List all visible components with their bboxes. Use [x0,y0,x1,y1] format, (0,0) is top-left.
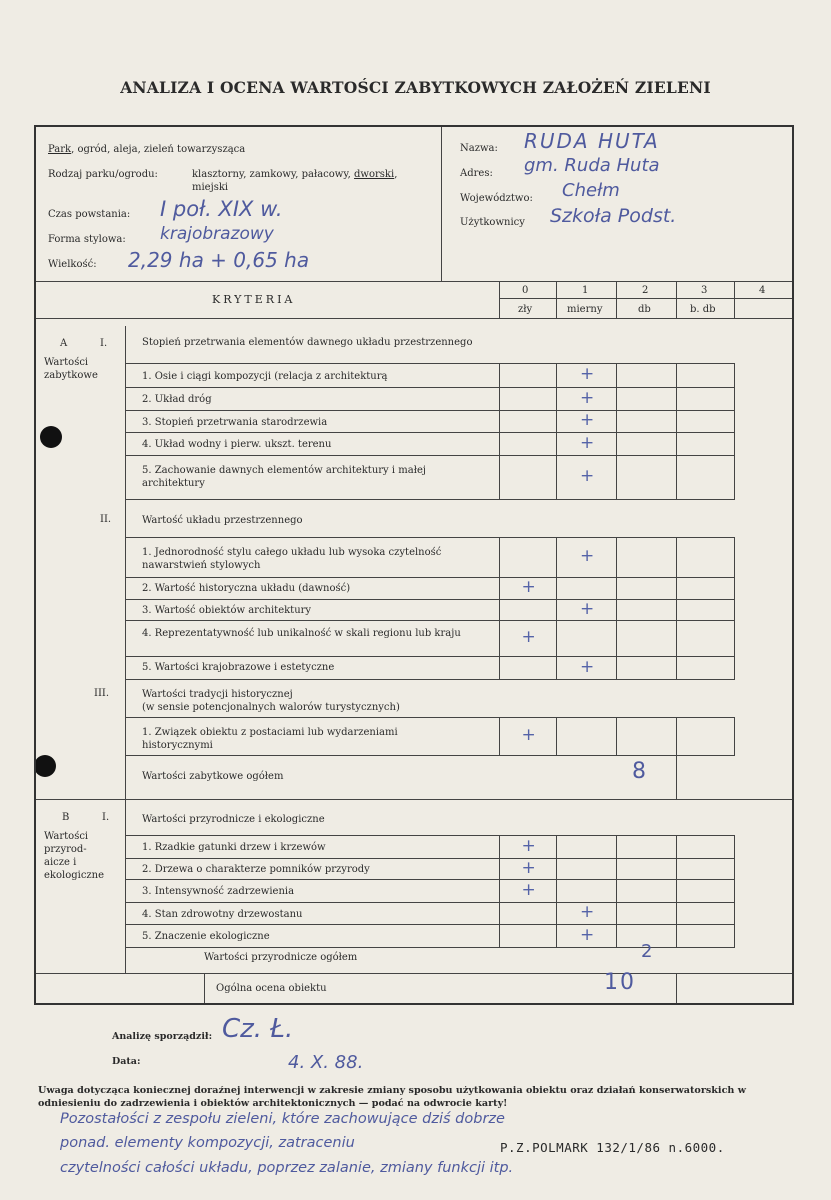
score-mark: + [580,924,595,945]
score-word-0: zły [518,304,533,315]
score-mark: + [580,432,595,453]
score-mark: + [521,879,536,900]
date-value: I poł. XIX w. [160,197,283,221]
score-mark: + [580,598,595,619]
score-mark: + [521,857,536,878]
a2-item-3: 3. Wartość obiektów architektury [142,605,312,616]
score-word-3: b. db [690,304,716,315]
a1-item-4: 4. Układ wodny i pierw. ukszt. terenu [142,439,332,450]
a1-item-2: 2. Układ dróg [142,394,212,405]
section-b-name-4: ekologiczne [44,870,105,881]
score-0: 0 [522,285,529,296]
score-1: 1 [582,285,589,296]
section-a-total-value: 8 [632,759,646,784]
b-item-5: 5. Znaczenie ekologiczne [142,931,270,942]
a2-item-2: 2. Wartość historyczna układu (dawność) [142,583,351,594]
a1-item-1: 1. Osie i ciągi kompozycji (relacja z architekturą [142,371,388,382]
score-4: 4 [759,285,766,296]
address-label: Adres: [460,168,493,179]
section-b-name-3: aicze i [44,857,77,868]
size-value: 2,29 ha + 0,65 ha [128,248,310,272]
section-a-roman: I. [100,338,108,349]
score-mark: + [580,387,595,408]
score-2: 2 [642,285,649,296]
analysis-label: Analizę sporządził: [112,1031,213,1042]
style-value: krajobrazowy [160,224,274,244]
style-label: Forma stylowa: [48,234,126,245]
section-b-name-1: Wartości [44,831,89,842]
score-mark: + [521,835,536,856]
section-a-total-label: Wartości zabytkowe ogółem [142,771,284,782]
handwritten-note-line-1: Pozostałości z zespołu zieleni, które zachowujące dziś dobrze [60,1111,505,1127]
group-2-title: Wartość układu przestrzennego [142,515,303,526]
date-footer-value: 4. X. 88. [288,1052,364,1073]
intervention-note: Uwaga dotycząca koniecznej doraźnej interwencji w zakresie zmiany sposobu użytkowania obiektu oraz działań konserwatorskich w odniesieniu do zadrzewienia i obiektów architektonicznych — podać na odwrocie karty! [38,1085,746,1109]
group-1-title: Stopień przetrwania elementów dawnego układu przestrzennego [142,337,473,348]
users-label: Użytkownicy [460,217,525,228]
signature: Cz. Ł. [222,1014,294,1044]
score-mark: + [521,725,536,745]
address-value: gm. Ruda Huta [524,155,660,176]
score-mark: + [580,902,595,922]
section-b-total-value: 2 [641,941,653,962]
group-3-roman: III. [94,688,110,699]
name-label: Nazwa: [460,143,498,154]
score-mark: + [580,546,595,566]
group-b-title: Wartości przyrodnicze i ekologiczne [142,814,325,825]
handwritten-note-line-3: czytelności całości układu, poprzez zalanie, zmiany funkcji itp. [60,1160,514,1176]
score-mark: + [521,627,536,647]
score-3: 3 [701,285,708,296]
form-title: ANALIZA I OCENA WARTOŚCI ZABYTKOWYCH ZAŁOŻEŃ ZIELENI [120,78,711,97]
size-label: Wielkość: [48,259,97,270]
score-word-1: mierny [567,304,603,315]
criteria-heading: KRYTERIA [212,293,296,306]
score-mark: + [580,364,595,384]
a2-item-5: 5. Wartości krajobrazowe i estetyczne [142,662,335,673]
b-item-1: 1. Rzadkie gatunki drzew i krzewów [142,842,326,853]
section-a-name-2: zabytkowe [44,370,98,381]
name-value: RUDA HUTA [524,129,660,153]
group-3-title-2: (w sensie potencjonalnych walorów turystycznych) [142,702,400,713]
a2-item-1: 1. Jednorodność stylu całego układu lub wysoka czytelność nawarstwień stylowych [142,547,442,571]
a2-item-4: 4. Reprezentatywność lub unikalność w skali regionu lub kraju [142,628,461,639]
object-type: Park, ogród, aleja, zieleń towarzysząca [48,144,246,155]
group-3-title-1: Wartości tradycji historycznej [142,689,293,700]
score-mark: + [580,656,595,677]
b-item-2: 2. Drzewa o charakterze pomników przyrody [142,864,370,875]
section-a-letter: A [60,338,68,349]
b-item-3: 3. Intensywność zadrzewienia [142,886,295,897]
date-label: Czas powstania: [48,209,131,220]
a3-item-1: 1. Związek obiektu z postaciami lub wydarzeniami historycznymi [142,727,398,751]
print-stamp: P.Z.POLMARK 132/1/86 n.6000. [500,1140,725,1155]
a1-item-3: 3. Stopień przetrwania starodrzewia [142,417,328,428]
form-table [34,125,794,1005]
voivodeship-label: Województwo: [460,193,533,204]
handwritten-note-line-2: ponad. elementy kompozycji, zatraceniu [60,1135,355,1151]
overall-label: Ogólna ocena obiektu [216,983,327,994]
a1-item-5: 5. Zachowanie dawnych elementów architektury i małej architektury [142,465,426,489]
users-value: Szkoła Podst. [550,205,677,227]
section-a-name-1: Wartości [44,357,89,368]
section-b-total-label: Wartości przyrodnicze ogółem [204,952,358,963]
overall-value: 10 [604,970,636,995]
b-item-4: 4. Stan zdrowotny drzewostanu [142,909,303,920]
score-mark: + [521,577,536,597]
park-kind-options: klasztorny, zamkowy, pałacowy, dworski, [192,169,398,180]
score-mark: + [580,410,595,430]
group-2-roman: II. [100,514,112,525]
score-mark: + [580,466,595,486]
park-kind-options-line2: miejski [192,182,229,193]
park-kind-label: Rodzaj parku/ogrodu: [48,169,158,180]
score-word-2: db [638,304,651,315]
date-footer-label: Data: [112,1056,141,1067]
voivodeship-value: Chełm [562,180,620,201]
section-b-roman: I. [102,812,110,823]
section-b-name-2: przyrod- [44,844,87,855]
section-b-letter: B [62,812,70,823]
